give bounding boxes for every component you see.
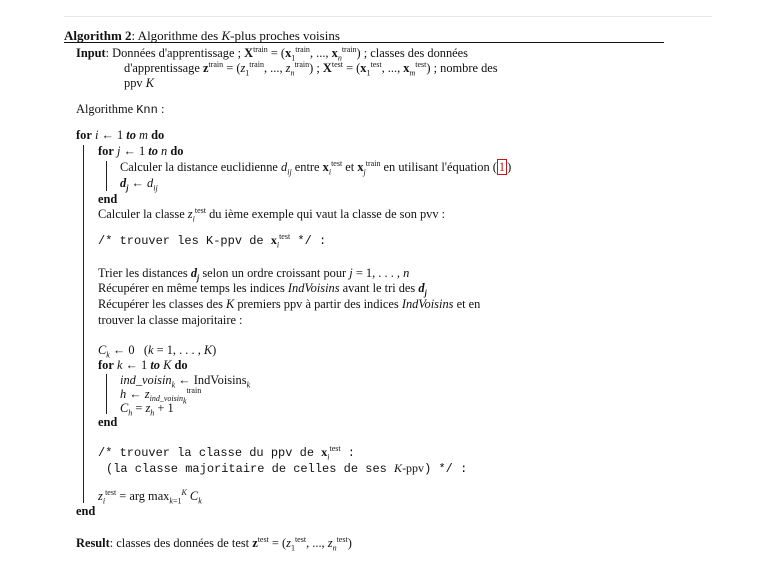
k-loop-bar <box>106 374 107 414</box>
inner-loop-bar <box>106 161 107 191</box>
k-loop-body-3: $C_h = z_h + 1$ <box>120 401 174 418</box>
preamble: Algorithme Knn : <box>76 102 165 117</box>
equation-ref-link[interactable]: 1 <box>498 160 506 174</box>
input-line-2: d'apprentissage $z^{train} = (z_1^{train}$, ..., $z_n^{train}$) ; $X^{test} = (x_1^{test}$, ..., $x_m^{test}$) ; nombre des <box>124 59 498 78</box>
outer-loop-end: end <box>76 504 96 518</box>
inner-loop-body-2: $d_j$ ← $d_{ij}$ <box>120 176 158 193</box>
outer-loop-bar <box>83 145 84 503</box>
init-counts: $C_k$ ← 0 (k = 1, . . . , K) <box>98 343 217 360</box>
input-line-1: Input: Données d'apprentissage ; $X^{train} = (x_1^{train}$, ..., $x_n^{train}$) ; classes des données <box>76 44 468 63</box>
after-inner-loop: Calculer la classe $z_i^{test}$ du ième exemple qui vaut la classe de son pvv : <box>98 205 446 224</box>
algorithm-label: Algorithm 2 <box>64 28 132 43</box>
input-line-3: ppv K <box>124 76 154 90</box>
step-line-2: Récupérer en même temps les indices IndVoisins avant le tri des $d_j$ <box>98 281 427 298</box>
result-line: Result: classes des données de test $z^{test} = (z_1^{test}$, ..., $z_n^{test}$) <box>76 534 352 553</box>
step-line-3: Récupérer les classes des K premiers ppv à partir des indices IndVoisins et en <box>98 297 481 311</box>
inner-loop-end: end <box>98 192 118 206</box>
inner-loop-body-1: Calculer la distance euclidienne $d_{ij}$ entre $x_i^{test}$ et $x_j^{train}$ en utilisant l'équation ( 1 ) <box>120 158 512 177</box>
step-line-4: trouver la classe majoritaire : <box>98 313 243 327</box>
kw-for: for <box>98 358 114 372</box>
k-loop-body-2: h ← $z_{ind\_voisin_k}^{train}$ <box>120 385 202 407</box>
header-rule <box>64 42 664 43</box>
inner-loop-head: for j ← 1 to n do <box>98 144 184 158</box>
comment-2-line-1: /* trouver la classe du ppv de $x_i^{test}$ : <box>98 444 355 462</box>
kw-for: for <box>76 128 92 142</box>
step-line-1: Trier les distances $d_j$ selon un ordre croissant pour j = 1, . . . , n <box>98 266 410 283</box>
input-keyword: Input <box>76 46 106 60</box>
comment-1: /* trouver les K-ppv de $x_i^{test}$ */ : <box>98 232 327 250</box>
k-loop-end: end <box>98 415 118 429</box>
k-loop-body-1: ind_voisin$_k$ ← IndVoisins$_k$ <box>120 373 251 390</box>
algorithm-title: : Algorithme des K-plus proches voisins <box>131 28 340 43</box>
comment-2-line-2: (la classe majoritaire de celles de ses K-ppv) */ : <box>106 461 468 476</box>
final-assignment: $z_i^{test}$ = arg $\max_{k=1}^K C_k$ <box>98 487 202 506</box>
page-top-divider <box>64 16 712 17</box>
kw-for: for <box>98 144 114 158</box>
outer-loop-head: for i ← 1 to m do <box>76 128 165 142</box>
k-loop-head: for k ← 1 to K do <box>98 358 188 372</box>
result-keyword: Result <box>76 536 110 550</box>
